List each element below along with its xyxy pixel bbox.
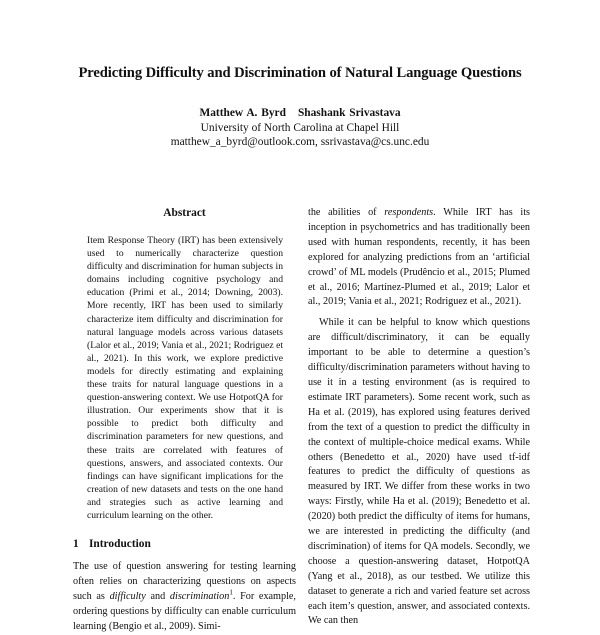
text-run: and (145, 590, 170, 602)
author-emails: matthew_a_byrd@outlook.com, ssrivastava@cs.unc.edu (170, 136, 430, 148)
author-names (0, 106, 600, 121)
author-name: Shashank Srivastava (297, 107, 401, 119)
emphasis: discrimination (169, 590, 230, 602)
body-paragraph: While it can be helpful to know which questions are difficult/discriminatory, it can be equally important to be able to determine a question’s difficulty/discrimination parameters without having to use it in a testing environment (as is required to estimate IRT parameters). Some recent work, such as Ha et al. (2019), has explored using features derived from the text of a question to predict the difficulty in the context of multiple-choice medical exams. While others (Benedetto et al., 2020) have used tf-idf features to predict the difficulty of questions as measured by IRT. We differ from these works in two ways: Firstly, while Ha et al. (2019); Benedetto et al. (2020) both predict the difficulty of items for humans, we are interested in predicting the difficulty (and discrimination) of items for QA models. Secondly, we choose a question-answering dataset, HotpotQA (Yang et al., 2018), as our testbed. We utilize this dataset to generate a rich and varied feature set across each item’s question, answer, and associated contexts. We can then (308, 317, 530, 627)
author-block (0, 106, 600, 150)
text-run: The use of question answering for testing learning often relies on characterizing questions on aspects such as (73, 561, 296, 602)
text-run: . While IRT has its inception in psychometrics and has traditionally been used with human respondents, recently, it has been explored for analyzing predictions from an ‘artificial crowd’ of ML models (Prudêncio et al., 2015; Plumed et al., 2016; Martínez-Plumed et al., 2019; Lalor et al., 2019; Vania et al., 2021; Rodriguez et al., 2021). (308, 207, 530, 308)
author-affiliation: University of North Carolina at Chapel Hill (200, 121, 400, 134)
right-column (308, 206, 530, 629)
footnote-marker: 1 (229, 588, 233, 597)
body-paragraph (308, 206, 530, 310)
abstract-text: Item Response Theory (IRT) has been extensively used to numerically characterize question difficulty and discrimination for human subjects in domains including cognitive psychology and education (Primi et al., 2014; Downing, 2003). More recently, IRT has been used to similarly characterize item difficulty and discrimination for natural language models across various datasets (Lalor et al., 2019; Vania et al., 2021; Rodriguez et al., 2021). In this work, we explore predictive models for directly estimating and explaining these traits for natural language questions in a question-answering context. We use HotpotQA for illustration. Our experiments show that it is possible to predict both difficulty and discrimination parameters for new questions, and these traits are correlated with features of questions, answers, and associated contexts. Our findings can have significant implications for the creation of new datasets and tests on the one hand and strategies such as active learning and curriculum learning on the other. (87, 235, 283, 521)
text-run: . For example, ordering questions by difficulty can enable curriculum learning (Bengio et al., 2009). Simi- (73, 590, 296, 632)
section-heading-introduction (73, 537, 296, 551)
emphasis: respondents (384, 207, 434, 218)
emphasis: difficulty (109, 590, 146, 602)
paper-title: Predicting Difficulty and Discrimination of Natural Language Questions (78, 65, 522, 81)
intro-paragraph (73, 560, 296, 635)
section-title: Introduction (89, 538, 151, 551)
left-column (73, 206, 296, 635)
abstract-heading: Abstract (163, 207, 206, 219)
section-number: 1 (73, 538, 79, 551)
text-run: the abilities of (308, 207, 385, 218)
author-name: Matthew A. Byrd (199, 107, 286, 119)
